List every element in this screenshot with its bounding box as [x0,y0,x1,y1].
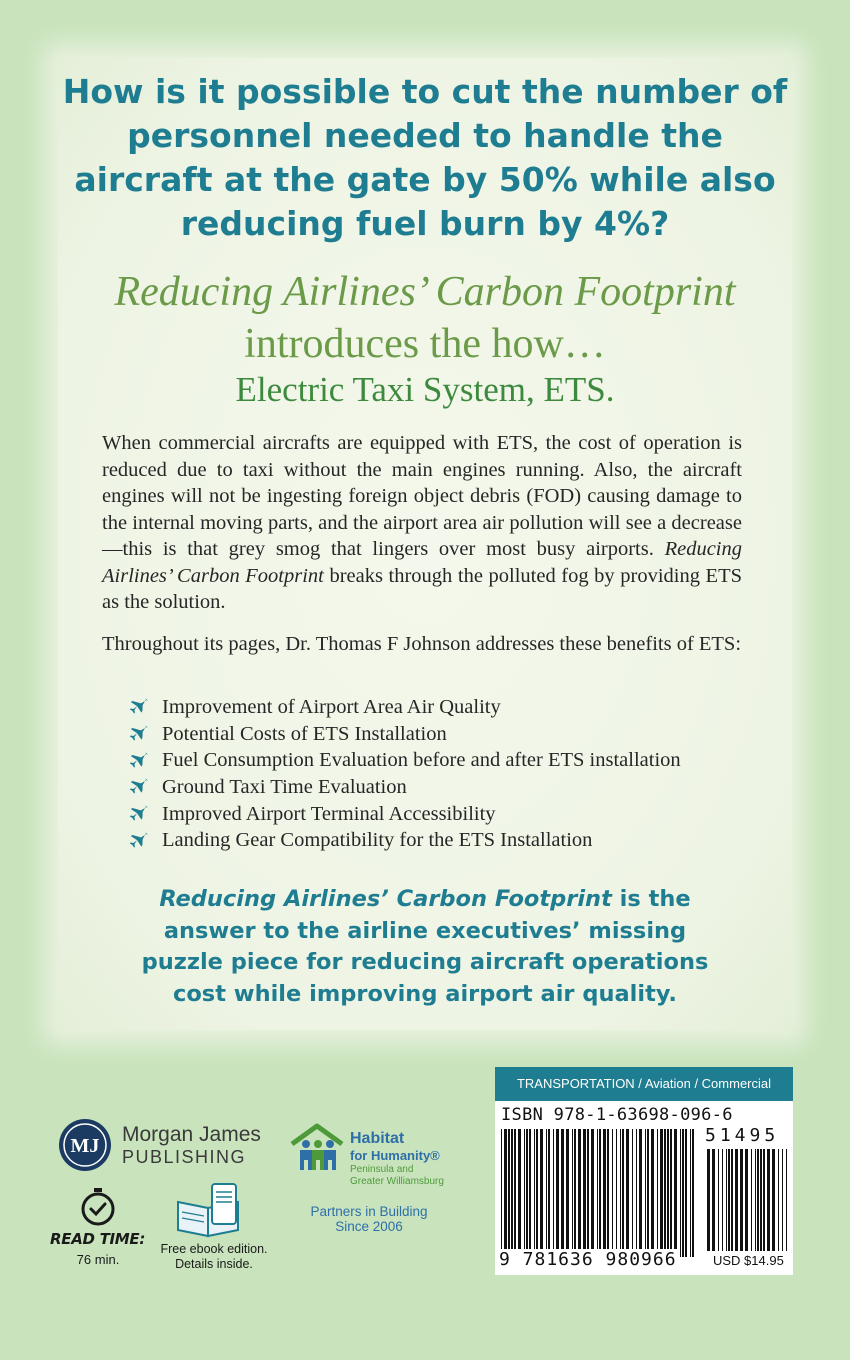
price-addon-digits: 51495 [705,1125,780,1146]
ean-digits: 9 781636 980966 [499,1249,677,1270]
barcode-bar [626,1129,629,1257]
barcode-bar [782,1149,783,1251]
barcode-bar [722,1149,723,1251]
barcode-bar [778,1149,779,1251]
isbn-text: ISBN 978-1-63698-096-6 [501,1105,733,1125]
habitat-affiliate [350,1164,444,1187]
barcode-bar [707,1149,710,1251]
habitat-sub-line1: Peninsula and [350,1164,414,1175]
barcode-bar [751,1149,752,1251]
barcode-bar [735,1149,738,1251]
barcode-bar [745,1149,748,1251]
intro-text-1: When commercial aircrafts are equipped with ETS, the cost of operation is reduced due to taxi without the main engines running. Also, the aircraft engines will not be ingesting foreign object debris (FOD) causing damage to the internal moving parts, and the airport area air pollution will see a decrease—this is that grey smog that lingers over most busy airports. [102,432,742,560]
barcode-bar [591,1129,594,1257]
ebook-line2: Details inside. [175,1257,253,1271]
barcode-bar [740,1149,743,1251]
barcode-bar [553,1129,554,1257]
barcode-bar [508,1129,510,1257]
barcode-bar [763,1149,765,1251]
publisher-line2: PUBLISHING [122,1147,247,1167]
barcode-bar [574,1129,576,1257]
ebook-note [150,1242,278,1272]
barcode-bar [572,1129,573,1257]
barcode-block [495,1067,793,1275]
airplane-icon [128,776,150,798]
intro-book-title: Reducing Airlines’ Carbon Footprint [102,538,742,587]
list-item [128,774,681,801]
barcode-bar [546,1129,547,1257]
barcode-bar [726,1149,727,1251]
habitat-name-line1: Habitat [350,1130,405,1147]
barcode-bar [556,1129,559,1257]
barcode-bar [607,1129,609,1257]
subtitle [60,266,790,370]
barcode-bar [504,1129,507,1257]
barcode-bar [674,1129,677,1257]
habitat-house-icon [288,1122,346,1174]
benefit-label: Improved Airport Terminal Accessibility [162,802,496,825]
airplane-icon [128,803,150,825]
barcode-bar [645,1129,646,1257]
airplane-icon [128,750,150,772]
barcode-bar [529,1129,531,1257]
list-item [128,747,681,774]
ebook-line1: Free ebook edition. [160,1242,268,1256]
habitat-name-line2: for Humanity® [350,1148,440,1163]
barcode-bar [651,1129,654,1257]
barcode-bar [518,1129,521,1257]
habitat-name [350,1130,440,1164]
barcode-bar [657,1129,658,1257]
barcode-bar [786,1149,787,1251]
closing-book-title: Reducing Airlines’ Carbon Footprint [159,886,612,912]
barcode-bar [599,1129,601,1257]
barcode-bar [712,1149,715,1251]
barcode-bar [772,1149,775,1251]
publisher-name: Morgan James [122,1123,261,1146]
barcode-bar [680,1129,681,1257]
barcode-bar [767,1149,770,1251]
read-time-value: 76 min. [76,1252,120,1267]
barcode-bar [536,1129,538,1257]
habitat-sub-line2: Greater Williamsburg [350,1175,444,1187]
barcode-bar [511,1129,513,1257]
barcode-bar [616,1129,617,1257]
intro-text-2: breaks through the polluted fog by providing ETS as the solution. [102,564,742,613]
barcode-bar [620,1129,621,1257]
barcode-bar [664,1129,666,1257]
barcode-bar [639,1129,642,1257]
barcode-graphic [495,1067,793,1275]
intro-paragraph [102,430,742,616]
stopwatch-icon [78,1185,118,1227]
price-label: USD $14.95 [713,1253,784,1268]
airplane-icon [128,696,150,718]
barcode-bar [718,1149,719,1251]
barcode-bar [597,1129,598,1257]
barcode-bar [548,1129,550,1257]
list-item [128,827,681,854]
bisac-category: TRANSPORTATION / Aviation / Commercial [495,1067,793,1101]
barcode-bar [760,1149,762,1251]
barcode-bar [524,1129,525,1257]
barcode-bar [622,1129,624,1257]
list-item [128,801,681,828]
ebook-icon [174,1182,244,1240]
barcode-bar [583,1129,586,1257]
barcode-bar [728,1149,730,1251]
barcode-bar [561,1129,564,1257]
benefit-label: Fuel Consumption Evaluation before and after ETS installation [162,749,681,772]
barcode-bar [731,1149,733,1251]
barcode-bar [578,1129,581,1257]
benefits-list [128,694,681,854]
barcode-bar [670,1129,672,1257]
ets-line: Electric Taxi System, ETS. [235,370,615,409]
airplane-icon [128,830,150,852]
partners-line1: Partners in Building [310,1204,428,1219]
list-item [128,694,681,721]
benefit-label: Improvement of Airport Area Air Quality [162,695,501,718]
logo-letters: MJ [70,1135,100,1157]
benefit-label: Potential Costs of ETS Installation [162,722,447,745]
benefits-intro: Throughout its pages, Dr. Thomas F Johnson addresses these benefits of ETS: [102,633,742,655]
barcode-bar [540,1129,543,1257]
barcode-bar [667,1129,669,1257]
airplane-icon [128,723,150,745]
barcode-bar [685,1129,687,1257]
barcode-bar [692,1129,694,1257]
barcode-bar [603,1129,606,1257]
barcode-bar [526,1129,528,1257]
barcode-bar [636,1129,637,1257]
partners-note [296,1204,442,1234]
barcode-bar [757,1149,759,1251]
morgan-james-logo-icon [58,1118,112,1172]
barcode-bar [566,1129,569,1257]
benefit-label: Landing Gear Compatibility for the ETS Installation [162,829,593,852]
closing-statement [120,884,730,1010]
barcode-bar [514,1129,516,1257]
barcode-bar [682,1129,684,1257]
barcode-bar [612,1129,613,1257]
barcode-bar [587,1129,589,1257]
barcode-bar [647,1129,649,1257]
partners-line2: Since 2006 [335,1219,403,1234]
barcode-bar [534,1129,535,1257]
barcode-bar [690,1129,691,1257]
barcode-bar [755,1149,756,1251]
barcode-bar [501,1129,502,1257]
closing-text: is the answer to the airline executives’ missing puzzle piece for reducing aircraft operations cost while improving airport air quality. [141,886,709,1007]
barcode-bar [660,1129,663,1257]
subtitle-book-title: Reducing Airlines’ Carbon Footprint [114,269,736,315]
subtitle-rest: introduces the how… [244,321,606,367]
list-item [128,721,681,748]
headline-question: How is it possible to cut the number of personnel needed to handle the aircraft at the gate by 50% while also reducing fuel burn by 4%? [62,72,788,243]
barcode-bar [632,1129,633,1257]
read-time-label: READ TIME: [50,1230,146,1248]
benefit-label: Ground Taxi Time Evaluation [162,775,407,798]
